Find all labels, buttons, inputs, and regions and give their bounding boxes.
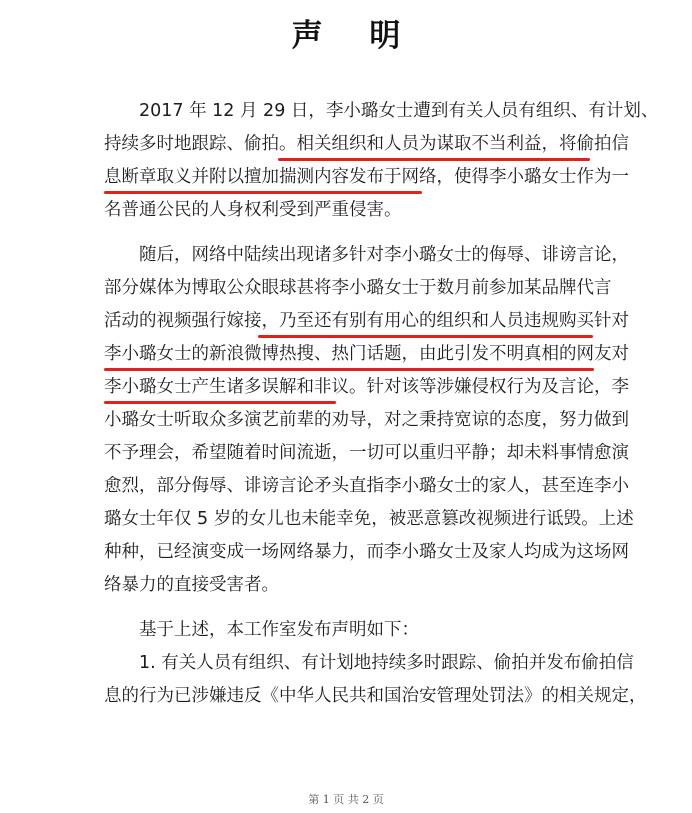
text-segment: 随后，网络中陆续出现诸多针对李小璐女士的侮辱、诽谤言论，: [139, 245, 629, 265]
highlighted-text: 李小璐女士产生诸多误解和非议: [104, 377, 349, 397]
text-segment: 种种，已经演变成一场网络暴力，而李小璐女士及家人均成为这场网: [104, 542, 629, 562]
red-underline-mark: [258, 335, 593, 338]
highlighted-text: 李小璐女士的新浪微博热搜、热门话题，由此引发不明真相的网友对: [104, 344, 629, 364]
highlighted-text: 息断章取义并附以擅加揣测内容发布于网络: [104, 167, 437, 187]
text-line: [104, 441, 629, 465]
red-underline-mark: [104, 368, 594, 371]
page-title: 声 明: [291, 18, 419, 54]
text-line: [139, 99, 658, 123]
text-segment: 不予理会，希望随着时间流逝，一切可以重归平静；却未料事情愈演: [104, 443, 629, 463]
text-line: [104, 198, 402, 222]
text-line: [139, 651, 634, 675]
text-segment: 愈烈，部分侮辱、诽谤言论矛头直指李小璐女士的家人，甚至连李小: [104, 476, 629, 496]
text-line: [104, 507, 634, 531]
text-segment: ，使得李小璐女士作为一: [436, 167, 629, 187]
highlighted-text: 相关组织和人员为谋取不当利益，将偷拍信: [296, 134, 629, 154]
text-segment: 活动的视频强行嫁接，: [104, 311, 279, 331]
text-segment: 持续多时地跟踪、偷拍。: [104, 134, 297, 154]
text-line: [104, 474, 629, 498]
text-line: [104, 132, 629, 156]
text-line: [104, 309, 629, 333]
text-segment: 名普通公民的人身权利受到严重侵害。: [104, 200, 402, 220]
text-line: [104, 408, 629, 432]
text-segment: 息的行为已涉嫌违反《中华人民共和国治安管理处罚法》的相关规定，: [104, 686, 647, 706]
text-line: [139, 243, 629, 267]
highlighted-text: 乃至还有别有用心的组织和人员违规购买针对: [279, 311, 629, 331]
text-line: [104, 573, 279, 597]
text-line: [104, 165, 629, 189]
text-segment: 络暴力的直接受害者。: [104, 575, 279, 595]
text-line: [104, 342, 629, 366]
red-underline-mark: [278, 158, 590, 161]
text-segment: 璐女士年仅 5 岁的女儿也未能幸免，被恶意篡改视频进行诋毁。上述: [104, 509, 634, 529]
red-underline-mark: [104, 401, 336, 404]
text-segment: 1. 有关人员有组织、有计划地持续多时跟踪、偷拍并发布偷拍信: [139, 653, 634, 673]
text-line: [104, 684, 647, 708]
red-underline-mark: [104, 191, 422, 194]
text-line: [104, 276, 612, 300]
text-segment: 小璐女士听取众多演艺前辈的劝导，对之秉持宽谅的态度，努力做到: [104, 410, 629, 430]
text-line: [104, 375, 629, 399]
page-footer: 第 1 页 共 2 页: [308, 793, 384, 806]
text-line: [139, 618, 419, 642]
text-segment: 。针对该等涉嫌侵权行为及言论，李: [349, 377, 629, 397]
text-segment: 基于上述，本工作室发布声明如下：: [139, 620, 419, 640]
text-segment: 部分媒体为博取公众眼球甚将李小璐女士于数月前参加某品牌代言: [104, 278, 612, 298]
text-line: [104, 540, 629, 564]
text-segment: 2017 年 12 月 29 日，李小璐女士遭到有关人员有组织、有计划、: [139, 101, 659, 121]
